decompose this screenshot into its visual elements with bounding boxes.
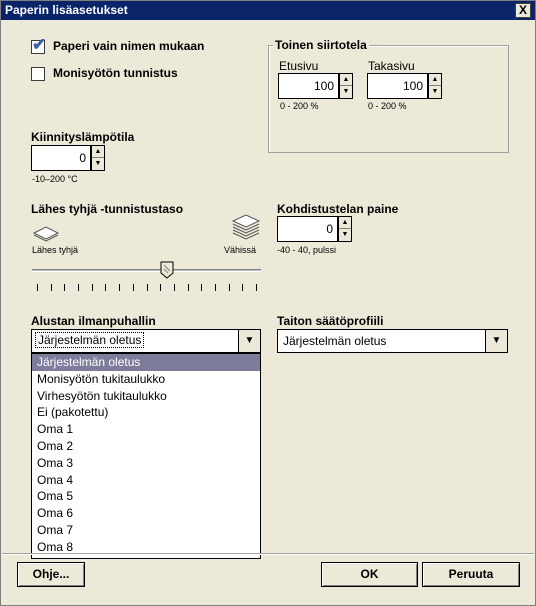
slider-tick	[256, 284, 257, 291]
close-button[interactable]: X	[515, 3, 531, 18]
tray-fan-option[interactable]: Oma 4	[37, 472, 74, 487]
cancel-button[interactable]: Peruuta	[422, 562, 520, 587]
registration-pressure-label: Kohdistustelan paine	[277, 202, 399, 216]
front-spinner	[278, 73, 354, 99]
slider-tick	[242, 284, 243, 291]
ok-button[interactable]: OK	[321, 562, 418, 587]
checkmark-icon: ✔	[32, 35, 47, 54]
slider-tick	[64, 284, 65, 291]
front-range: 0 - 200 %	[280, 101, 319, 111]
slider-thumb[interactable]	[160, 261, 174, 279]
front-input[interactable]: 100	[278, 73, 339, 99]
back-range: 0 - 200 %	[368, 101, 407, 111]
back-spinner	[367, 73, 443, 99]
tray-fan-option[interactable]: Monisyötön tukitaulukko	[37, 371, 166, 386]
fuser-temp-range: -10–200 °C	[32, 174, 78, 184]
slider-tick	[160, 284, 161, 291]
tray-fan-option[interactable]: Oma 7	[37, 522, 74, 537]
near-empty-left-label: Lähes tyhjä	[32, 245, 79, 255]
chevron-down-icon[interactable]: ▼	[238, 330, 260, 352]
slider-tick	[229, 284, 230, 291]
slider-tick	[105, 284, 106, 291]
window-title: Paperin lisäasetukset	[5, 3, 128, 17]
tray-fan-option[interactable]: Oma 5	[37, 489, 74, 504]
near-empty-stack-icon	[32, 223, 60, 243]
fold-profile-combo[interactable]	[277, 329, 508, 353]
fold-profile-selected: Järjestelmän oletus	[283, 334, 387, 348]
tray-fan-option[interactable]: Oma 6	[37, 506, 74, 521]
slider-tick	[188, 284, 189, 291]
slider-tick	[92, 284, 93, 291]
fuser-temp-label: Kiinnityslämpötila	[31, 130, 135, 144]
slider-tick	[51, 284, 52, 291]
fuser-temp-spinner	[31, 145, 106, 171]
tray-fan-option[interactable]: Oma 2	[37, 438, 74, 453]
slider-tick	[201, 284, 202, 291]
tray-fan-option[interactable]: Järjestelmän oletus	[32, 354, 260, 371]
help-button[interactable]: Ohje...	[17, 562, 85, 587]
tray-fan-option[interactable]: Oma 1	[37, 422, 74, 437]
multifeed-detect-checkbox[interactable]	[31, 67, 45, 81]
slider-tick	[215, 284, 216, 291]
tray-fan-label: Alustan ilmanpuhallin	[31, 314, 156, 328]
back-input[interactable]: 100	[367, 73, 428, 99]
slider-tick	[37, 284, 38, 291]
fold-profile-label: Taiton säätöprofiili	[277, 314, 384, 328]
spin-up-icon[interactable]: ▲	[92, 146, 104, 158]
registration-pressure-input[interactable]: 0	[277, 216, 338, 242]
tray-fan-option[interactable]: Oma 3	[37, 455, 74, 470]
fuser-temp-spin-arrows	[91, 145, 105, 171]
spin-up-icon[interactable]: ▲	[339, 217, 351, 229]
slider-tick	[133, 284, 134, 291]
full-stack-icon	[231, 213, 261, 243]
registration-pressure-spin-arrows	[338, 216, 352, 242]
chevron-down-icon[interactable]: ▼	[485, 330, 507, 352]
tray-fan-dropdown-list	[31, 353, 261, 559]
registration-pressure-range: -40 - 40, pulssi	[277, 245, 337, 255]
tray-fan-combo[interactable]	[31, 329, 261, 353]
second-transfer-roller-title: Toinen siirtotela	[275, 38, 367, 52]
spin-up-icon[interactable]: ▲	[429, 74, 441, 86]
registration-pressure-spinner	[277, 216, 353, 242]
slider-tick	[78, 284, 79, 291]
footer-separator	[2, 553, 534, 555]
tray-fan-selected: Järjestelmän oletus	[35, 332, 144, 348]
spin-down-icon[interactable]: ▼	[342, 88, 350, 95]
slider-tick	[119, 284, 120, 291]
fuser-temp-input[interactable]: 0	[31, 145, 91, 171]
front-label: Etusivu	[279, 59, 319, 73]
near-empty-label: Lähes tyhjä -tunnistustaso	[31, 202, 184, 216]
near-empty-right-label: Vähissä	[224, 245, 257, 255]
spin-down-icon[interactable]: ▼	[431, 88, 439, 95]
slider-tick	[174, 284, 175, 291]
tray-fan-option[interactable]: Oma 8	[37, 539, 74, 554]
back-spin-arrows	[428, 73, 442, 99]
front-spin-arrows	[339, 73, 353, 99]
tray-fan-option[interactable]: Virhesyötön tukitaulukko	[37, 388, 167, 403]
paper-by-name-checkbox[interactable]	[31, 35, 47, 54]
spin-up-icon[interactable]: ▲	[340, 74, 352, 86]
spin-down-icon[interactable]: ▼	[341, 231, 349, 238]
slider-tick	[147, 284, 148, 291]
back-label: Takasivu	[368, 59, 415, 73]
near-empty-slider-track[interactable]	[32, 269, 261, 272]
tray-fan-option[interactable]: Ei (pakotettu)	[37, 405, 109, 420]
paper-by-name-label: Paperi vain nimen mukaan	[53, 39, 205, 53]
title-bar	[1, 1, 535, 20]
multifeed-detect-label: Monisyötön tunnistus	[53, 66, 178, 80]
spin-down-icon[interactable]: ▼	[94, 160, 102, 167]
